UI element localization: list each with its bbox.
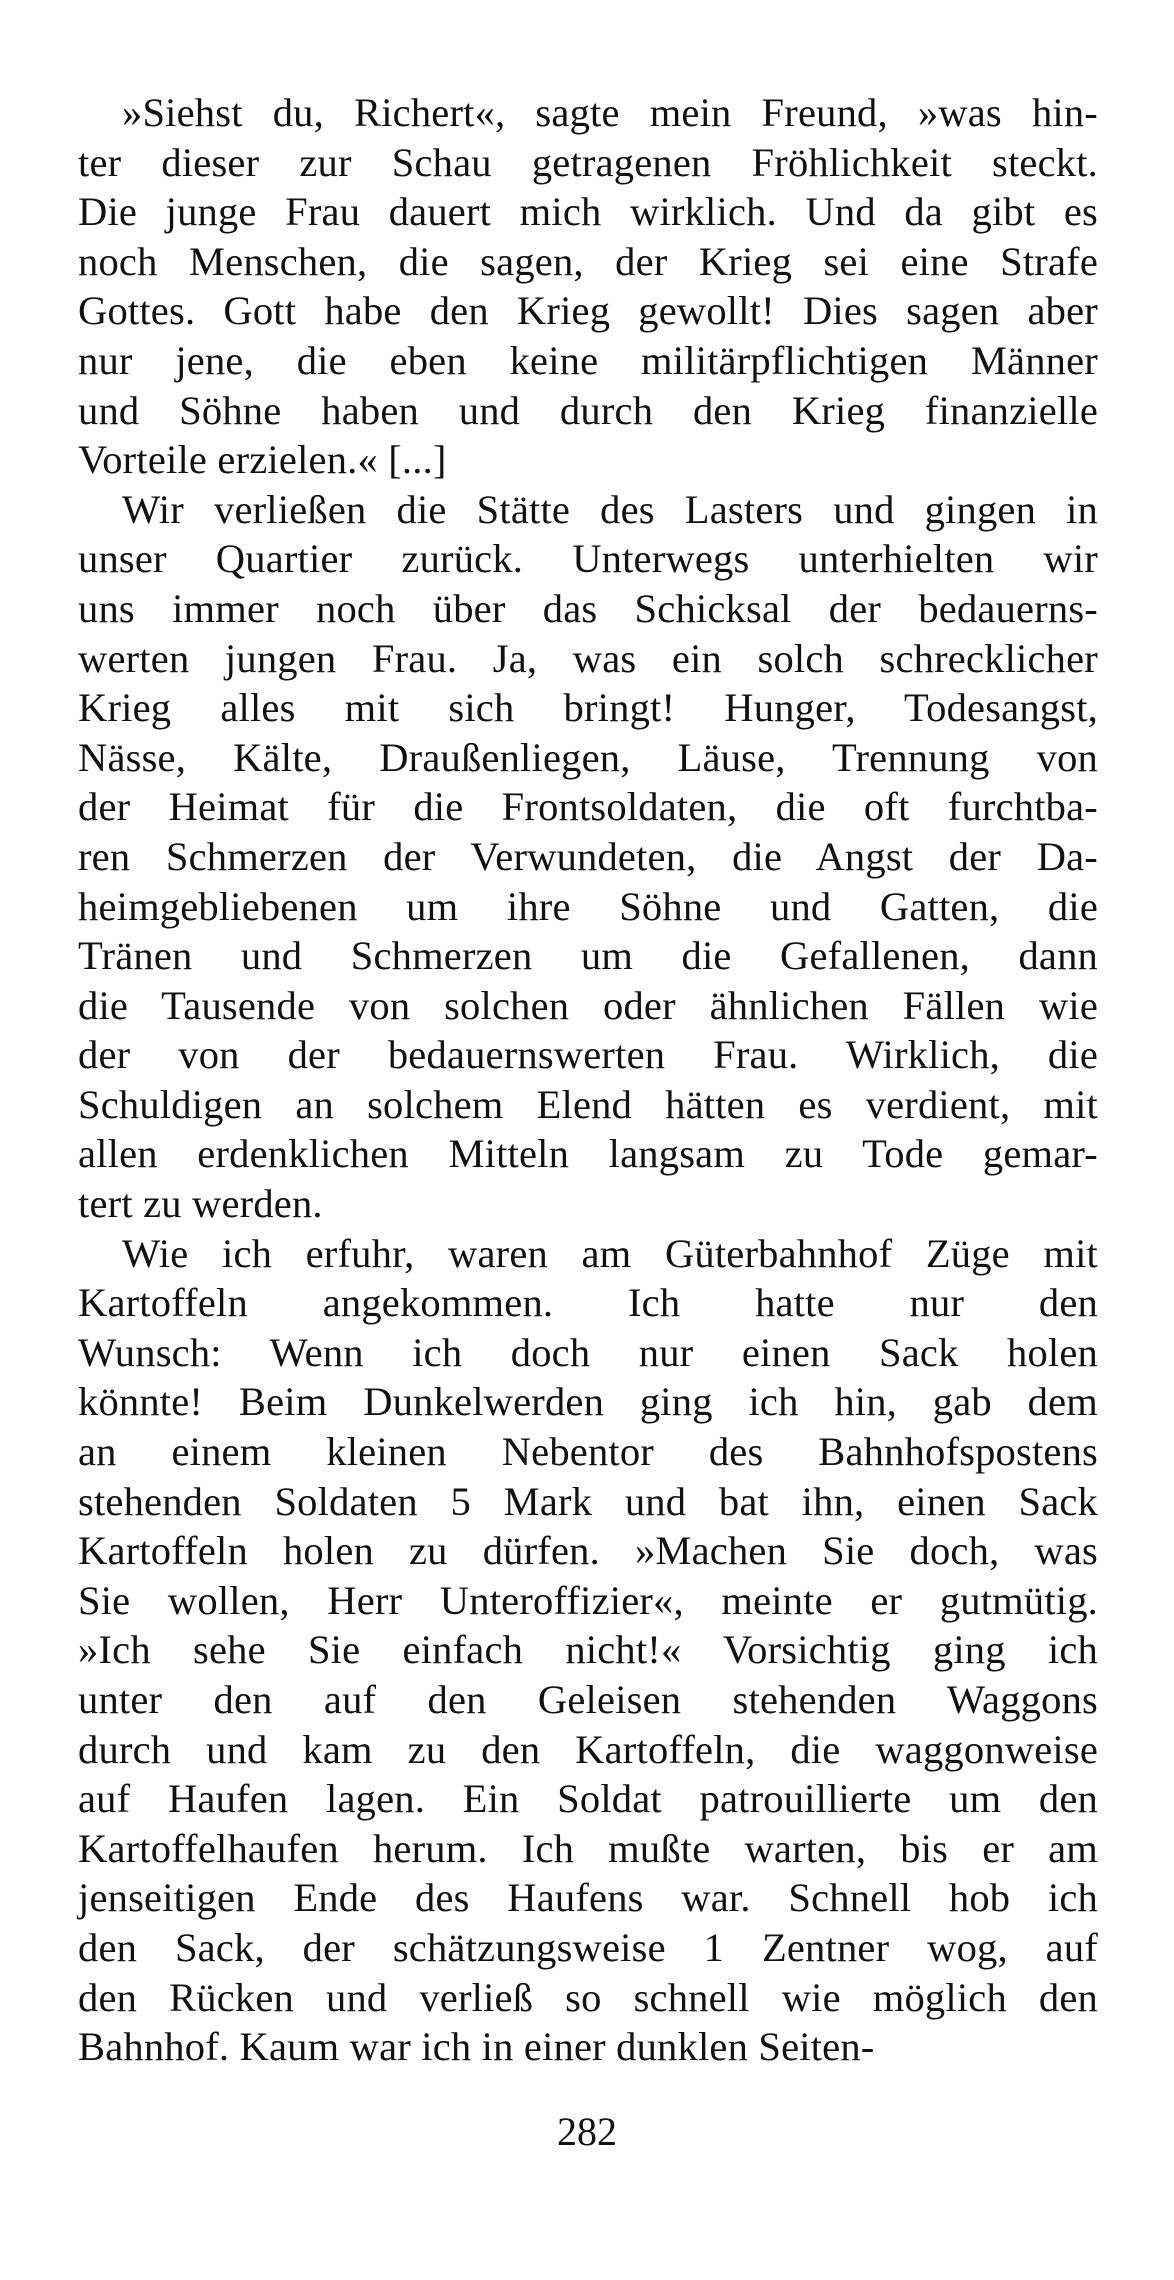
text-line: nur jene, die eben keine militärpflichtigen Männer <box>78 337 1098 383</box>
text-line: jenseitigen Ende des Haufens war. Schnell hob ich <box>78 1875 1098 1921</box>
text-line: Kartoffelhaufen herum. Ich mußte warten, bis er am <box>78 1825 1098 1871</box>
text-body <box>78 88 1098 2072</box>
book-page <box>78 88 1098 2072</box>
text-line: an einem kleinen Nebentor des Bahnhofspostens <box>78 1429 1098 1475</box>
text-line: stehenden Soldaten 5 Mark und bat ihn, einen Sack <box>78 1478 1098 1524</box>
text-line: »Ich sehe Sie einfach nicht!« Vorsichtig ging ich <box>78 1627 1098 1673</box>
paragraph-3 <box>78 1229 1098 2072</box>
page-number: 282 <box>557 2109 617 2154</box>
text-line: und Söhne haben und durch den Krieg finanzielle <box>78 387 1098 433</box>
text-line: Die junge Frau dauert mich wirklich. Und da gibt es <box>78 189 1098 235</box>
text-line: die Tausende von solchen oder ähnlichen Fällen wie <box>78 982 1098 1028</box>
text-line: Tränen und Schmerzen um die Gefallenen, dann <box>78 933 1098 979</box>
text-line: Gottes. Gott habe den Krieg gewollt! Dies sagen aber <box>78 288 1098 334</box>
text-line: unter den auf den Geleisen stehenden Waggons <box>78 1677 1098 1722</box>
text-line: Wunsch: Wenn ich doch nur einen Sack holen <box>78 1329 1098 1375</box>
text-line: »Siehst du, Richert«, sagte mein Freund, »was hin- <box>122 90 1098 135</box>
text-line: Vorteile erzielen.« [...] <box>78 437 447 483</box>
text-line: uns immer noch über das Schicksal der bedauerns- <box>78 585 1098 631</box>
text-line: den Sack, der schätzungsweise 1 Zentner wog, auf <box>78 1924 1098 1970</box>
text-line: durch und kam zu den Kartoffeln, die waggonweise <box>78 1726 1098 1772</box>
text-line: auf Haufen lagen. Ein Soldat patrouillierte um den <box>78 1776 1098 1822</box>
text-line: Schuldigen an solchem Elend hätten es verdient, mit <box>78 1081 1098 1127</box>
text-line: könnte! Beim Dunkelwerden ging ich hin, gab dem <box>78 1379 1098 1425</box>
paragraph-2 <box>78 485 1098 1229</box>
text-line: heimgebliebenen um ihre Söhne und Gatten, die <box>78 883 1098 929</box>
text-line: ter dieser zur Schau getragenen Fröhlichkeit steckt. <box>78 139 1098 185</box>
text-line: Krieg alles mit sich bringt! Hunger, Todesangst, <box>78 685 1098 731</box>
text-line: unser Quartier zurück. Unterwegs unterhielten wir <box>78 536 1098 582</box>
text-line: noch Menschen, die sagen, der Krieg sei eine Strafe <box>78 238 1098 284</box>
text-line: der Heimat für die Frontsoldaten, die oft furchtba- <box>78 784 1098 830</box>
text-line: ren Schmerzen der Verwundeten, die Angst der Da- <box>78 833 1098 879</box>
text-line: Kartoffeln holen zu dürfen. »Machen Sie doch, was <box>78 1528 1098 1574</box>
text-line: Bahnhof. Kaum war ich in einer dunklen Seiten- <box>78 2024 875 2070</box>
paragraph-1 <box>78 88 1098 485</box>
text-line: Nässe, Kälte, Draußenliegen, Läuse, Trennung von <box>78 734 1098 780</box>
text-line: Sie wollen, Herr Unteroffizier«, meinte er gutmütig. <box>78 1577 1098 1623</box>
text-line: der von der bedauernswerten Frau. Wirklich, die <box>78 1032 1098 1078</box>
text-line: tert zu werden. <box>78 1181 323 1227</box>
text-line: Wir verließen die Stätte des Lasters und gingen in <box>122 486 1098 532</box>
text-line: den Rücken und verließ so schnell wie möglich den <box>78 1974 1098 2020</box>
text-line: Kartoffeln angekommen. Ich hatte nur den <box>78 1280 1098 1326</box>
text-line: Wie ich erfuhr, waren am Güterbahnhof Züge mit <box>122 1230 1098 1276</box>
text-line: allen erdenklichen Mitteln langsam zu Tode gemar- <box>78 1131 1098 1177</box>
text-line: werten jungen Frau. Ja, was ein solch schrecklicher <box>78 635 1098 681</box>
